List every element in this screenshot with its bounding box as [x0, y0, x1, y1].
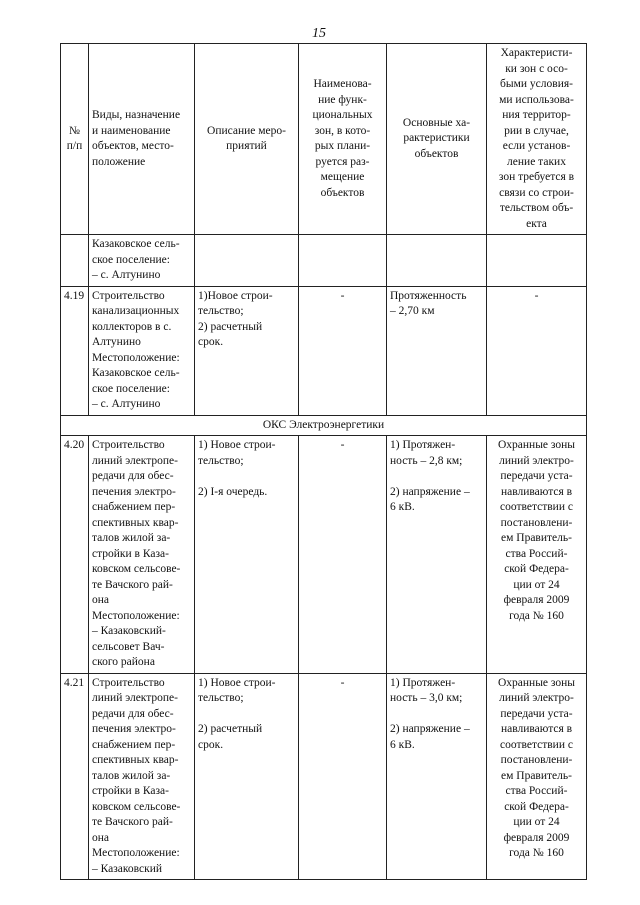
- cell-description: 1)Новое строи- тельство; 2) расчетный срок.: [195, 286, 299, 415]
- section-row: [61, 415, 587, 436]
- cell-number: 4.20: [61, 436, 89, 674]
- cell-zones: -: [299, 673, 387, 880]
- document-table: [60, 43, 587, 880]
- header-cell-special-zones: Характеристи- ки зон с осо- быми условия- ми использова- ния территор- рии в случае, если установ- ление таких зон требуется в связи со строи- тельством объ- екта: [487, 44, 587, 235]
- header-cell-number: № п/п: [61, 44, 89, 235]
- header-cell-zones: Наименова- ние функ- циональных зон, в кото- рых плани- руется раз- мещение объектов: [299, 44, 387, 235]
- cell-special-zones: -: [487, 286, 587, 415]
- cell-characteristics: 1) Протяжен- ность – 3,0 км; 2) напряжение – 6 кВ.: [387, 673, 487, 880]
- table-row: [61, 235, 587, 287]
- section-title: ОКС Электроэнергетики: [61, 415, 587, 436]
- cell-number: [61, 235, 89, 287]
- header-cell-description: Описание меро- приятий: [195, 44, 299, 235]
- table-row: [61, 673, 587, 880]
- cell-zones: -: [299, 436, 387, 674]
- cell-special-zones: Охранные зоны линий электро- передачи уста- навливаются в соответствии с постановлени- ем Правитель- ства Россий- ской Федера- ции от 24 февраля 2009 года № 160: [487, 673, 587, 880]
- cell-description: 1) Новое строи- тельство; 2) I-я очередь.: [195, 436, 299, 674]
- cell-zones: [299, 235, 387, 287]
- cell-characteristics: [387, 235, 487, 287]
- cell-object: Строительство линий электропе- редачи для обес- печения электро- снабжением пер- спективных квар- талов жилой за- стройки в Каза- ковском сельсове- те Вачского рай- она Местоположение: – Казаковский- сельсовет Вач- ского района: [89, 436, 195, 674]
- cell-zones: -: [299, 286, 387, 415]
- header-cell-characteristics: Основные ха- рактеристики объектов: [387, 44, 487, 235]
- table-row: [61, 436, 587, 674]
- cell-characteristics: Протяженность – 2,70 км: [387, 286, 487, 415]
- page-number: 15: [312, 26, 326, 41]
- cell-characteristics: 1) Протяжен- ность – 2,8 км; 2) напряжение – 6 кВ.: [387, 436, 487, 674]
- cell-special-zones: Охранные зоны линий электро- передачи уста- навливаются в соответствии с постановлени- ем Правитель- ства Россий- ской Федера- ции от 24 февраля 2009 года № 160: [487, 436, 587, 674]
- header-cell-object: Виды, назначение и наименование объектов, место- положение: [89, 44, 195, 235]
- header-row: [61, 44, 587, 235]
- cell-number: 4.19: [61, 286, 89, 415]
- cell-object: Строительство канализационных коллекторов в с. Алтунино Местоположение: Казаковское сель- ское поселение: – с. Алтунино: [89, 286, 195, 415]
- cell-number: 4.21: [61, 673, 89, 880]
- cell-special-zones: [487, 235, 587, 287]
- cell-description: 1) Новое строи- тельство; 2) расчетный срок.: [195, 673, 299, 880]
- cell-object: Строительство линий электропе- редачи для обес- печения электро- снабжением пер- спективных квар- талов жилой за- стройки в Каза- ковском сельсове- те Вачского рай- она Местоположение: – Казаковский: [89, 673, 195, 880]
- table-row: [61, 286, 587, 415]
- cell-description: [195, 235, 299, 287]
- cell-object: Казаковское сель- ское поселение: – с. Алтунино: [89, 235, 195, 287]
